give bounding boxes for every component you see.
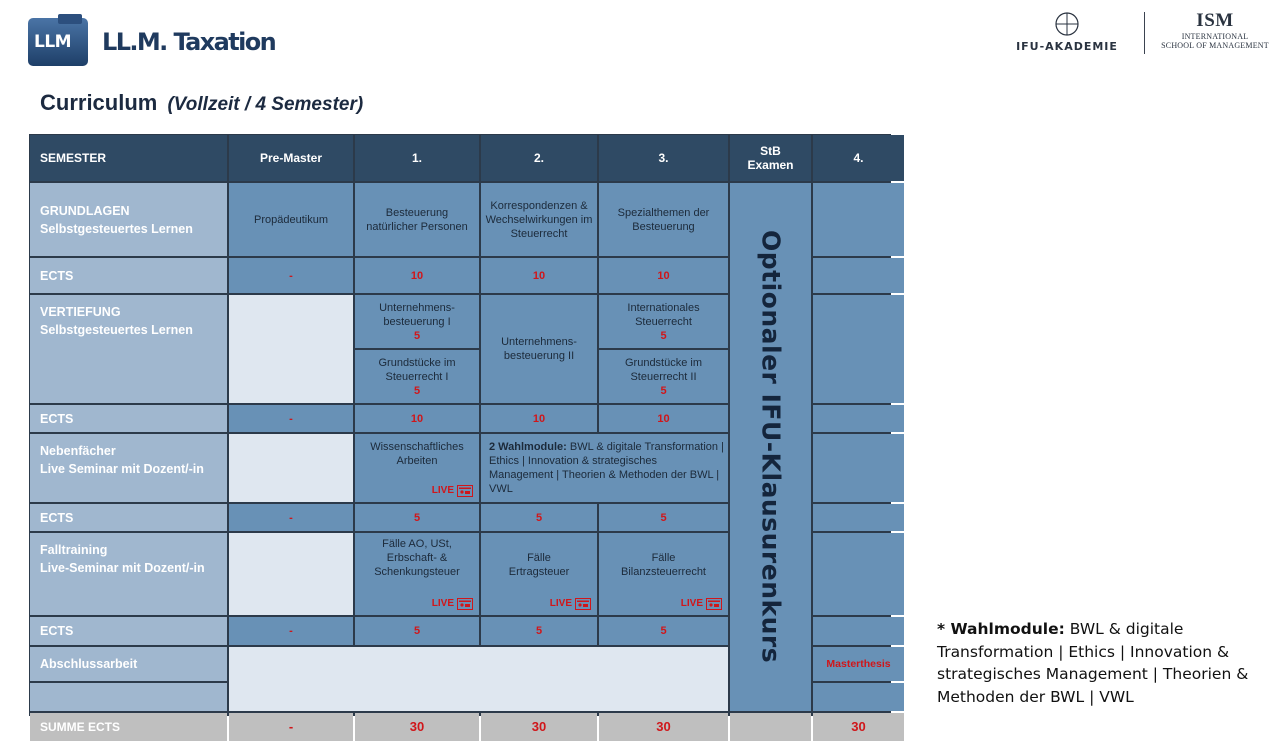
ects-3-premaster: - [229, 504, 353, 531]
wahlmodule-footnote [937, 618, 1267, 708]
module-faelle-ertragsteuer: Fälle Ertragsteuer [508, 552, 570, 578]
ects-1-premaster: - [229, 258, 353, 293]
cell-vertiefung-premaster-empty [229, 295, 353, 403]
cell-propaedeutikum: Propädeutikum [229, 183, 353, 256]
live-video-icon [457, 485, 473, 497]
cell-vertiefung-s4 [813, 295, 904, 403]
llm-badge-text: LLM [34, 32, 72, 52]
grundlagen-subtitle: Selbstgesteuertes Lernen [40, 221, 193, 236]
cell-vertiefung-s3-top [599, 295, 728, 348]
ects-1-s1: 10 [355, 258, 479, 293]
header-semester-1: 1. [355, 135, 479, 181]
ects-4-s1: 5 [355, 617, 479, 645]
ects-3-s2: 5 [481, 504, 597, 531]
falltraining-title: Falltraining [40, 543, 108, 557]
header-semester-2: 2. [481, 135, 597, 181]
falltraining-subtitle: Live-Seminar mit Dozent/-in [40, 561, 205, 575]
llm-taxation-logo [28, 14, 288, 70]
ism-line2: SCHOOL OF MANAGEMENT [1161, 41, 1269, 50]
cell-vertiefung-s1-bottom [355, 350, 479, 403]
ects-4-s3: 5 [599, 617, 728, 645]
ects-3-s3: 5 [599, 504, 728, 531]
row-label-ects-3: ECTS [30, 504, 227, 531]
wahlmodule-bold: 2 Wahlmodule: [489, 441, 567, 453]
ects-4-s2: 5 [481, 617, 597, 645]
row-label-abschlussarbeit: Abschlussarbeit [30, 647, 227, 681]
ism-logo [1158, 10, 1272, 50]
module-unternehmensbesteuerung-1: Unternehmens-besteuerung I [379, 301, 455, 328]
ects-4-s4 [813, 617, 904, 645]
cell-optional-exam-course [730, 183, 811, 711]
cell-grundlagen-s4 [813, 183, 904, 256]
grundlagen-title: GRUNDLAGEN [40, 203, 130, 218]
nebenfaecher-title: Nebenfächer [40, 444, 116, 458]
module-grundstuecke-2-ects: 5 [660, 384, 667, 397]
cell-abschluss-ects-s4 [813, 683, 904, 711]
curriculum-table [29, 134, 891, 734]
exam-course-vertical-text: Optionaler IFU-Klausurenkurs [756, 230, 786, 664]
ism-abbr: ISM [1196, 10, 1234, 31]
summe-stb [730, 713, 811, 741]
row-label-vertiefung [30, 295, 227, 403]
header-stb-line1: StB [760, 144, 781, 158]
summe-s2: 30 [481, 713, 597, 741]
ects-1-s2: 10 [481, 258, 597, 293]
cell-abschluss-empty [229, 647, 728, 711]
cell-falltraining-s4 [813, 533, 904, 615]
ifu-seal-icon [1055, 12, 1079, 36]
module-internationales-steuerrecht-ects: 5 [660, 329, 667, 342]
ects-3-s1: 5 [355, 504, 479, 531]
cell-vertiefung-s2: Unternehmens-besteuerung II [481, 295, 597, 403]
ifu-akademie-logo [1008, 12, 1126, 58]
module-grundstuecke-1-ects: 5 [413, 384, 421, 397]
row-label-nebenfaecher [30, 434, 227, 502]
cell-falltraining-s3 [599, 533, 728, 615]
ects-1-s3: 10 [599, 258, 728, 293]
vertiefung-title: VERTIEFUNG [40, 305, 121, 319]
module-faelle-bilanzsteuerrecht: Fälle Bilanzsteuerrecht [621, 552, 706, 578]
ects-2-s3: 10 [599, 405, 728, 432]
vertiefung-subtitle: Selbstgesteuertes Lernen [40, 323, 193, 337]
ects-2-premaster: - [229, 405, 353, 432]
brand-title: LL.M. Taxation [102, 28, 276, 56]
row-label-ects-4: ECTS [30, 617, 227, 645]
live-badge [681, 597, 722, 611]
cell-vertiefung-s3-bottom [599, 350, 728, 403]
footnote-text: BWL & digitale Transformation | Ethics | Innovation & strategisches Management | Theorien & Methoden der BWL | VWL [937, 620, 1249, 706]
module-internationales-steuerrecht: Internationales Steuerrecht [627, 301, 700, 328]
wahlmodule-list: BWL & digitale Transformation | Ethics | Innovation & strategisches Management | Theorien & Methoden der BWL | VWL [489, 441, 724, 495]
ects-2-s1: 10 [355, 405, 479, 432]
live-video-icon [457, 598, 473, 610]
ects-2-s4 [813, 405, 904, 432]
summe-s4: 30 [813, 713, 904, 741]
row-label-grundlagen [30, 183, 227, 256]
live-badge-label: LIVE [431, 485, 454, 496]
module-grundstuecke-1: Grundstücke im Steuerrecht I [378, 356, 456, 383]
nebenfaecher-subtitle: Live Seminar mit Dozent/-in [40, 462, 204, 476]
header-semester-4: 4. [813, 135, 904, 181]
summe-premaster: - [229, 713, 353, 741]
ects-2-s2: 10 [481, 405, 597, 432]
live-badge [550, 597, 591, 611]
ifu-akademie-text: IFU-AKADEMIE [1016, 40, 1118, 53]
row-label-summe-ects: SUMME ECTS [30, 713, 227, 741]
live-badge-label: LIVE [549, 598, 572, 609]
ects-4-premaster: - [229, 617, 353, 645]
row-label-ects-1: ECTS [30, 258, 227, 293]
ects-1-s4 [813, 258, 904, 293]
wahlmodule-text [489, 440, 724, 496]
header-premaster: Pre-Master [229, 135, 353, 181]
logo-divider [1144, 12, 1145, 54]
live-video-icon [706, 598, 722, 610]
live-badge-label: LIVE [680, 598, 703, 609]
module-faelle-ao-ust: Fälle AO, USt, Erbschaft- & Schenkungsteuer [374, 538, 460, 578]
cell-nebenfaecher-s4 [813, 434, 904, 502]
header-semester-3: 3. [599, 135, 728, 181]
row-label-abschluss-ects [30, 683, 227, 711]
module-wissenschaftliches-arbeiten: Wissenschaftliches Arbeiten [370, 441, 464, 467]
cell-wissenschaftliches-arbeiten [355, 434, 479, 502]
cell-falltraining-s1 [355, 533, 479, 615]
cell-masterthesis: Masterthesis [813, 647, 904, 681]
header-stb-examen [730, 135, 811, 181]
live-video-icon [575, 598, 591, 610]
row-label-ects-2: ECTS [30, 405, 227, 432]
ism-line1: INTERNATIONAL [1181, 32, 1249, 41]
cell-grundlagen-s1: Besteuerung natürlicher Personen [355, 183, 479, 256]
cell-falltraining-premaster-empty [229, 533, 353, 615]
live-badge [432, 484, 473, 498]
page-title-main: Curriculum [40, 90, 158, 115]
ects-3-s4 [813, 504, 904, 531]
cell-nebenfaecher-premaster-empty [229, 434, 353, 502]
module-grundstuecke-2: Grundstücke im Steuerrecht II [624, 356, 703, 383]
live-badge [432, 597, 473, 611]
row-label-falltraining [30, 533, 227, 615]
footnote-bold: * Wahlmodule: [937, 620, 1065, 638]
live-badge-label: LIVE [431, 598, 454, 609]
cell-grundlagen-s2: Korrespondenzen & Wechselwirkungen im Steuerrecht [481, 183, 597, 256]
summe-s1: 30 [355, 713, 479, 741]
page-title [40, 90, 363, 116]
cell-vertiefung-s1-top [355, 295, 479, 348]
cell-falltraining-s2 [481, 533, 597, 615]
header-stb-line2: Examen [747, 158, 794, 172]
summe-s3: 30 [599, 713, 728, 741]
page-title-subtitle: (Vollzeit / 4 Semester) [167, 94, 364, 115]
module-unternehmensbesteuerung-1-ects: 5 [413, 329, 421, 342]
cell-wahlmodule [481, 434, 728, 502]
header-semester: SEMESTER [30, 135, 227, 181]
cell-grundlagen-s3: Spezialthemen der Besteuerung [599, 183, 728, 256]
